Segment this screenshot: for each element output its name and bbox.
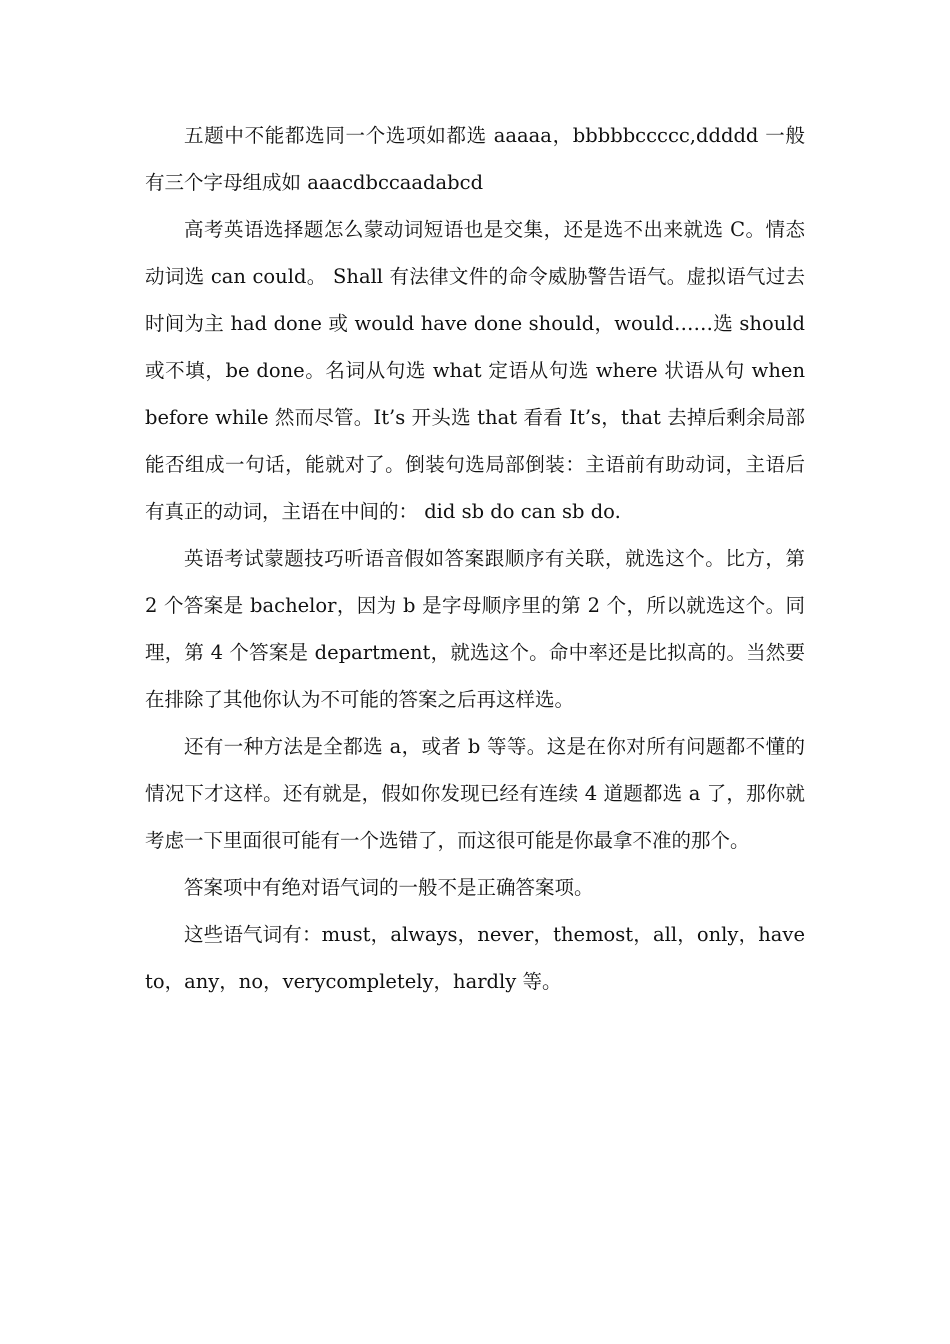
document-body [145, 112, 805, 1005]
paragraph-3: 英语考试蒙题技巧听语音假如答案跟顺序有关联，就选这个。比方，第 2 个答案是 bachelor，因为 b 是字母顺序里的第 2 个，所以就选这个。同理，第 4 个答案是 department，就选这个。命中率还是比拟高的。当然要在排除了其他你认为不可能的答案之后再这样选。 [145, 547, 805, 711]
paragraph-5: 答案项中有绝对语气词的一般不是正确答案项。 [184, 876, 594, 899]
paragraph-6: 这些语气词有：must，always，never，themost，all，only，haveto，any，no，verycompletely，hardly 等。 [145, 923, 805, 993]
paragraph-1: 五题中不能都选同一个选项如都选 aaaaa，bbbbbccccc,ddddd 一般有三个字母组成如 aaacdbccaadabcd [145, 124, 805, 194]
paragraph-2: 高考英语选择题怎么蒙动词短语也是交集，还是选不出来就选 C。情态动词选 can could。 Shall 有法律文件的命令威胁警告语气。虚拟语气过去时间为主 had done 或 would have done should，would……选 should 或不填，be done。名词从句选 what 定语从句选 where 状语从句 when before while 然而尽管。It’s 开头选 that 看看 It’s，that 去掉后剩余局部能否组成一句话，能就对了。倒装句选局部倒装：主语前有助动词，主语后有真正的动词，主语在中间的： did sb do can sb do. [145, 218, 805, 523]
paragraph-4: 还有一种方法是全都选 a，或者 b 等等。这是在你对所有问题都不懂的情况下才这样。还有就是，假如你发现已经有连续 4 道题都选 a 了，那你就考虑一下里面很可能有一个选错了，而这很可能是你最拿不准的那个。 [145, 735, 805, 852]
